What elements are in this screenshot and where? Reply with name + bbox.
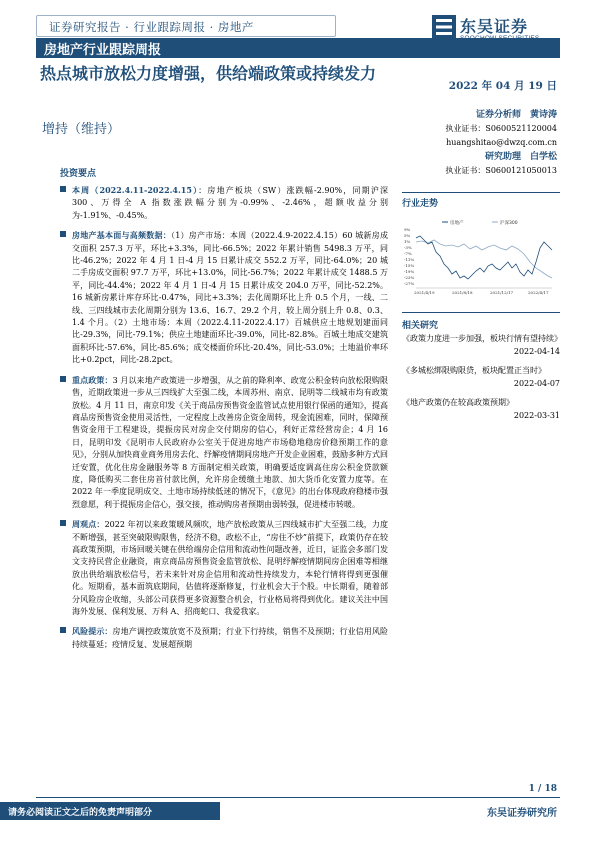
paragraph-fundamentals	[60, 229, 388, 366]
paragraph-text: 房地产板块（SW）涨跌幅-2.90%，同期沪深 300、万得全 A 指数涨跌幅分别为-0.99%、-2.46%，超额收益分别为-1.91%、-0.45%。	[72, 186, 388, 220]
sidebar-divider	[402, 192, 560, 193]
trend-title: 行业走势	[402, 199, 439, 209]
related-item-date: 2022-03-31	[513, 411, 560, 420]
logo-chinese-text: 东吴证券	[460, 17, 529, 36]
analyst-cert-1: 执业证书：S0600521120004	[445, 124, 557, 133]
y-tick-label: 9%	[404, 227, 411, 232]
house-series-line	[416, 236, 552, 279]
related-item[interactable]	[402, 364, 560, 390]
bullet-icon	[60, 627, 66, 633]
analyst-cert-2: 执业证书：S0600121050013	[445, 166, 557, 175]
report-type-bar	[36, 38, 560, 58]
y-tick-label: -3%	[404, 245, 412, 250]
y-axis-labels	[404, 227, 414, 286]
report-category-banner	[36, 15, 336, 37]
related-research-title: 相关研究	[402, 321, 439, 331]
paragraph-risk	[60, 625, 388, 651]
bullet-icon	[60, 520, 66, 526]
rating: 增持（维持）	[42, 122, 121, 137]
footer-divider	[36, 797, 560, 798]
x-tick-label: 2021/8/18	[452, 290, 473, 295]
y-tick-label: 1%	[404, 239, 411, 244]
paragraph-text: （1）房产市场：本周（2022.4.9-2022.4.15）60 城新房成交面积 257.3 万平，环比+3.3%，同比-66.5%；2022 年累计销售 5498.3 万平，同比-46.2%；2022 年 4 月 1 日-4 月 15 日累计成交 552.2 万平，同比-64.0%；20 城二手房成交面积 97.7 万平，环比+13.0%，同比-56.7%；2022 年累计成交 1488.5 万平，同比-44.4%；2022 年 4 月 1 日-4 月 15 日累计成交 204.0 万平，同比-52.2%。16 城新房累计库存环比-0.47%，同比+3.3%；去化周期环比上升 0.5 个月，一线、二线、三四线城市去化周期分别为 13.6、16.7、29.2 个月，较上周分别上升 0.8、0.3、1.4 个月。（2）土地市场：本周（2022.4.11-2022.4.17）百城供应土地规划建面同比-29.3%，同比-79.1%；供应土地建面环比-39.0%，同比-82.8%。百城土地成交建筑面积环比-57.6%，同比-85.6%；成交楼面价环比-20.4%，同比-53.0%；土地溢价率环比+0.2pct，同比-28.2pct。	[72, 231, 389, 365]
paragraph-lead: 风险提示：	[72, 626, 113, 637]
y-tick-label: 5%	[404, 233, 411, 238]
key-points-body	[60, 184, 388, 658]
paragraph-text: 2022 年初以来政策暖风频吹，地产放松政策从三四线城市扩大至强二线，力度不断增强，甚至突破限购限售，经济不稳，政松不止，“房住不炒”前提下，政策仍存在较高政策预期，市场回暖关键在供给端房企信用和流动性问题改善，近日，证监会多部门发文支持民营企业融资，南京商品房预售资金监管放松、昆明纾解疫情期间房企困难等相继放出供给端放松信号，若未来针对房企信用和流动性持续发力，本轮行情将得到更强催化。短期看，基本面筑底期间，估值将逐渐修复，行业机会大于个股。中长期看，随着部分风险房企收缩，头部公司获得更多资源整合机会，行业格局将得到优化。建议关注中国海外发展、保利发展、万科 A、招商蛇口、我爱我家。	[72, 520, 389, 616]
sidebar-divider	[402, 312, 560, 313]
related-item[interactable]	[402, 332, 560, 358]
paragraph-text: 房地产调控政策放宽不及预期；行业下行持续，销售不及预期；行业信用风险持续蔓延；疫情反复、发展超预期	[72, 627, 389, 649]
page-number: 1 / 18	[528, 784, 557, 794]
bullet-icon	[60, 231, 66, 237]
paragraph-policy	[60, 374, 388, 511]
analyst-name-2: 研究助理 白学松	[484, 152, 557, 162]
y-tick-label: -23%	[404, 275, 415, 280]
related-item[interactable]	[402, 396, 560, 422]
paragraph-text: 3 月以来地产政策进一步增强，从之前的降利率、政宽公积金转向放松限购限售，近期政策进一步从三四线扩大至强二线，本周苏州、南京、昆明等二线城市均有政策放松。4 月 11 日，南京印发《关于商品房预售资金监管试点使用银行保函的通知》，提高商品房预售资金使用灵活性，一定程度上改善房企资金周转，现金流困难，同时，保障预售资金用于工程建设，提振房民对房企交付期房的信心，利好正常经营房企；4 月 16 日，昆明印发《昆明市人民政府办公室关于促进房地产市场稳地稳房价稳预期工作的意见》，分别从加快商业商务用房去化、纾解疫情期间房地产开发企业困难，鼓励多种方式回迁安置，优化住房金融服务等 8 方面制定相关政策，明确要适度调高住房公积金贷款额度，降低购买二套住房首付款比例，允许房企缓缴土地款、加大货币化安置力度等。在 2022 年一季度昆明成交、土地市场持续低迷的情况下，《意见》的出台体现政府稳楼市强烈意愿，利于提振房企信心，强交接，推动购房者预期由弱转强，促进楼市转暖。	[72, 375, 388, 509]
y-tick-label: -11%	[404, 257, 415, 262]
y-tick-label: -7%	[404, 251, 412, 256]
logo-mark-icon	[432, 15, 456, 39]
analyst-info	[397, 108, 557, 178]
related-item-date: 2022-04-07	[513, 379, 560, 388]
x-tick-label: 2022/4/17	[528, 290, 549, 295]
y-tick-label: -27%	[404, 281, 415, 286]
paragraph-view	[60, 518, 388, 618]
related-item-title[interactable]: 《多城松绑限购限贷，板块配置正当时》	[402, 366, 546, 375]
paragraph-lead: 房地产基本面与高频数据：	[72, 230, 171, 241]
analyst-email-1[interactable]: huangshitao@dwzq.com.cn	[446, 138, 557, 147]
y-tick-label: -15%	[404, 263, 415, 268]
key-points-title: 投资要点	[60, 169, 97, 179]
firm-name: 东吴证券研究所	[487, 808, 557, 819]
related-research-list	[402, 332, 560, 428]
related-item-date: 2022-04-14	[513, 347, 560, 356]
paragraph-lead: 本周（2022.4.11-2022.4.15）：	[72, 185, 208, 195]
report-date: 2022 年 04 月 19 日	[448, 80, 557, 92]
industry-trend-chart	[402, 216, 560, 300]
disclaimer-bar	[0, 802, 220, 820]
x-tick-label: 2021/4/19	[414, 290, 435, 295]
legend-house-label: 房地产	[450, 221, 464, 226]
analyst-name-1: 证券分析师 黄诗涛	[475, 110, 557, 120]
paragraph-weekly	[60, 184, 388, 222]
disclaimer-text: 请务必阅读正文之后的免责声明部分	[8, 808, 153, 818]
bullet-icon	[60, 376, 66, 382]
banner-text: 证券研究报告 · 行业跟踪周报 · 房地产	[49, 20, 254, 34]
x-tick-label: 2021/12/17	[490, 290, 514, 295]
related-item-title[interactable]: 《地产政策仍在较高政策预期》	[402, 398, 514, 407]
paragraph-lead: 周观点：	[72, 519, 105, 530]
report-type: 房地产行业跟踪周报	[44, 43, 162, 58]
related-item-title[interactable]: 《政策力度进一步加强，板块行情有望持续》	[402, 334, 562, 343]
y-tick-label: -19%	[404, 269, 415, 274]
legend-hs300-label: 沪深300	[500, 221, 518, 226]
paragraph-lead: 重点政策：	[72, 374, 113, 385]
report-headline: 热点城市放松力度增强，供给端政策或持续发力	[40, 64, 377, 83]
bullet-icon	[60, 186, 66, 192]
